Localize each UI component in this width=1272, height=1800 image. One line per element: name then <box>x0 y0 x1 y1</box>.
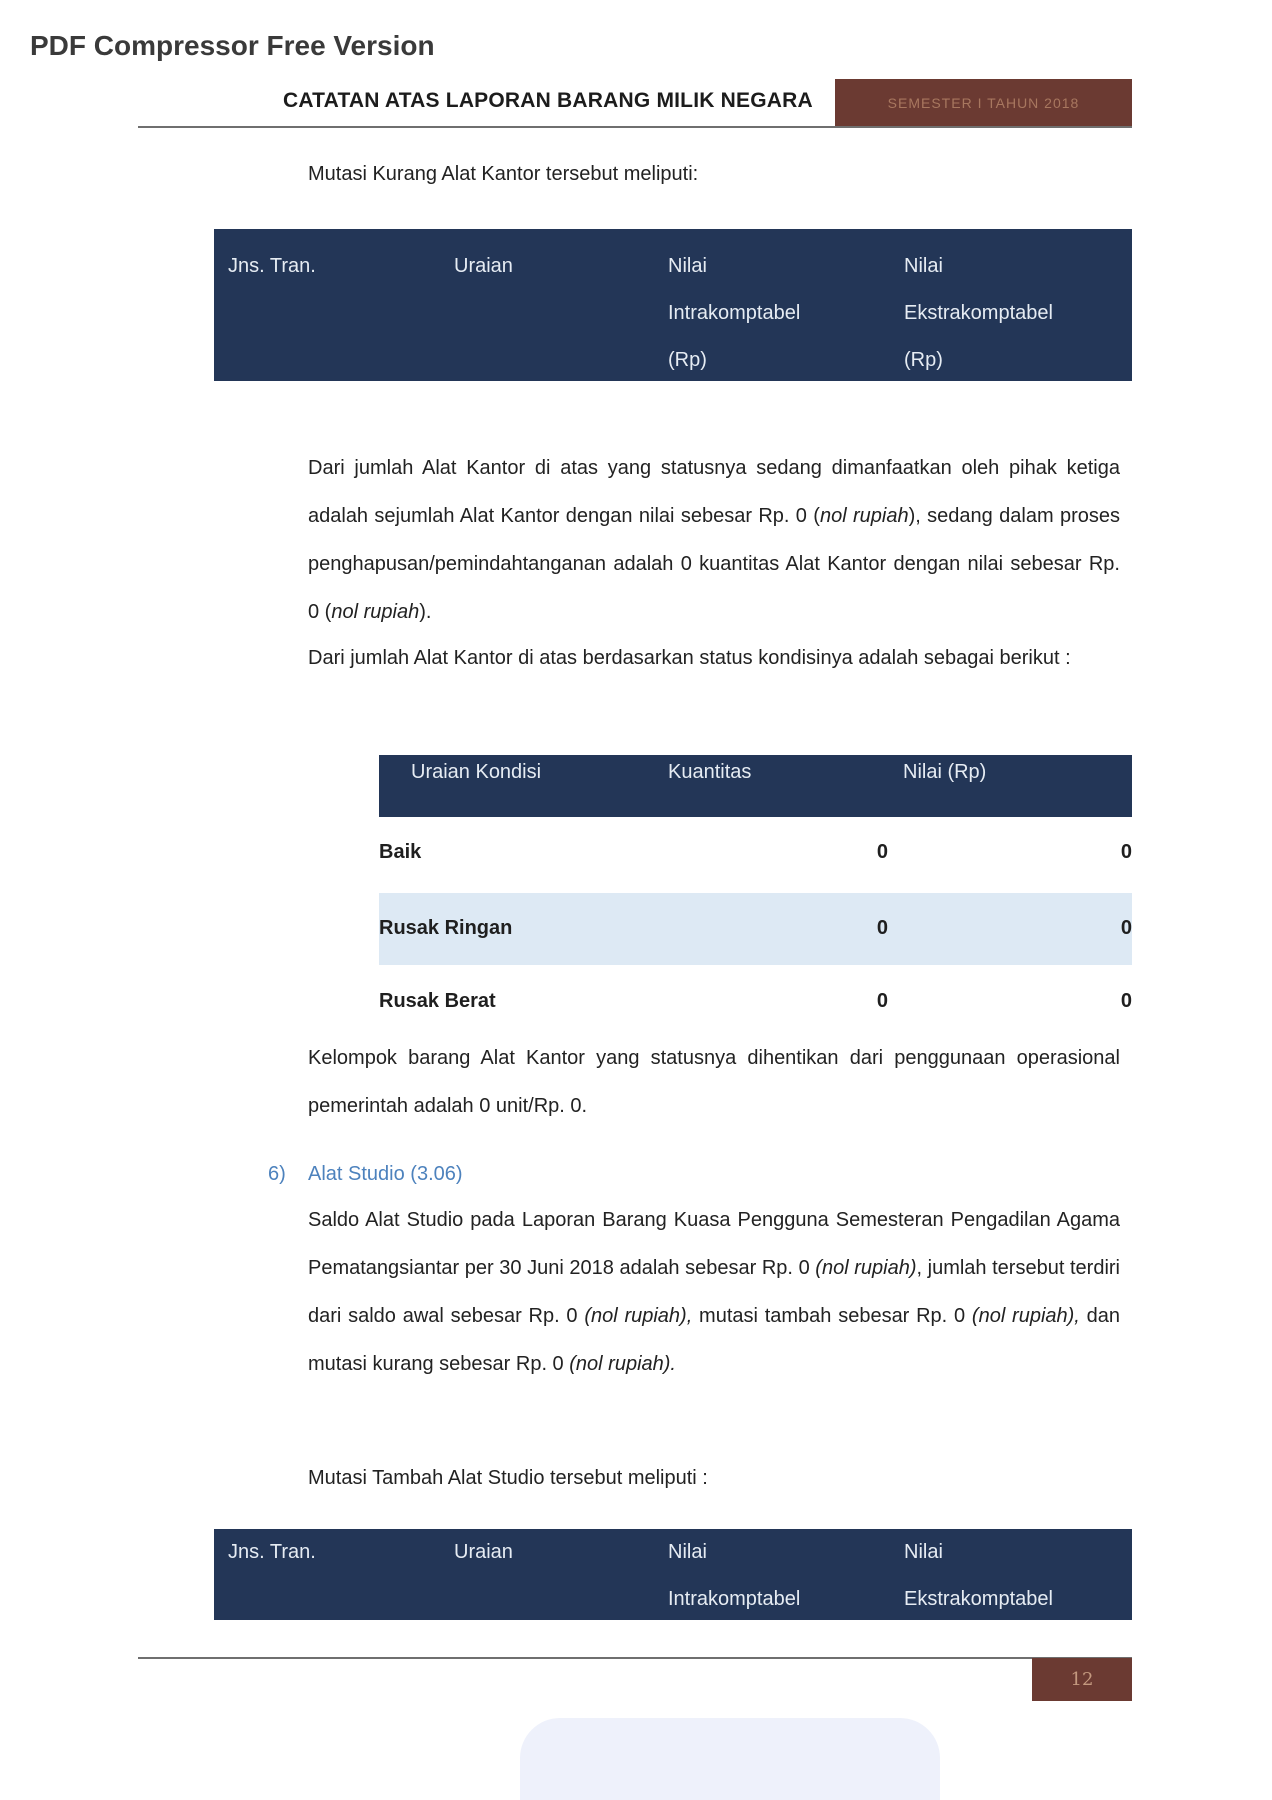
condition-table-header <box>379 755 1132 817</box>
col-nilai-rp: Nilai (Rp) <box>903 761 987 783</box>
table-row <box>379 966 1132 1038</box>
col-nilai-intra: Nilai Intrakomptabel (Rp) <box>668 255 801 371</box>
col-jns-tran: Jns. Tran. <box>228 1541 316 1563</box>
condition-label: Rusak Berat <box>379 990 496 1012</box>
section-number: 6) <box>268 1163 286 1185</box>
condition-qty: 0 <box>876 917 888 939</box>
table-row <box>379 893 1132 965</box>
mutasi-tambah-intro: Mutasi Tambah Alat Studio tersebut meliputi : <box>308 1467 708 1489</box>
table-row <box>379 817 1132 889</box>
condition-label: Baik <box>379 841 422 863</box>
page-number: 12 <box>1032 1658 1132 1701</box>
condition-qty: 0 <box>876 841 888 863</box>
col-uraian-kondisi: Uraian Kondisi <box>411 761 542 783</box>
col-nilai-ekstra: Nilai Ekstrakomptabel (Rp) <box>904 255 1053 371</box>
header-divider <box>138 126 1132 128</box>
section-title: Alat Studio (3.06) <box>308 1163 463 1185</box>
condition-value: 0 <box>1120 990 1132 1012</box>
mutasi-kurang-table-header <box>214 229 1132 381</box>
document-header-title: CATATAN ATAS LAPORAN BARANG MILIK NEGARA <box>283 89 813 112</box>
paragraph-kelompok-barang: Kelompok barang Alat Kantor yang statusnya dihentikan dari penggunaan operasional pemerintah adalah 0 unit/Rp. 0. <box>308 1047 1120 1117</box>
paragraph-saldo-alat-studio: Saldo Alat Studio pada Laporan Barang Kuasa Pengguna Semesteran Pengadilan Agama Pematangsiantar per 30 Juni 2018 adalah sebesar Rp. 0 (nol rupiah), jumlah tersebut terdiri dari saldo awal sebesar Rp. 0 (nol rupiah), mutasi tambah sebesar Rp. 0 (nol rupiah), dan mutasi kurang sebesar Rp. 0 (nol rupiah). <box>308 1209 1120 1375</box>
col-uraian: Uraian <box>454 1541 513 1563</box>
col-jns-tran: Jns. Tran. <box>228 255 316 277</box>
col-nilai-intra: Nilai Intrakomptabel <box>668 1541 801 1610</box>
watermark-text: PDF Compressor Free Version <box>30 30 435 61</box>
paragraph-pihak-ketiga: Dari jumlah Alat Kantor di atas yang statusnya sedang dimanfaatkan oleh pihak ketiga adalah sejumlah Alat Kantor dengan nilai sebesar Rp. 0 (nol rupiah), sedang dalam proses penghapusan/pemindahtanganan adalah 0 kuantitas Alat Kantor dengan nilai sebesar Rp. 0 (nol rupiah). <box>308 457 1120 623</box>
mutasi-tambah-table-header <box>214 1529 1132 1620</box>
scan-artifact <box>520 1718 940 1800</box>
col-kuantitas: Kuantitas <box>668 761 752 783</box>
paragraph-status-kondisi: Dari jumlah Alat Kantor di atas berdasarkan status kondisinya adalah sebagai berikut : <box>308 647 1071 669</box>
col-nilai-ekstra: Nilai Ekstrakomptabel <box>904 1541 1053 1610</box>
condition-label: Rusak Ringan <box>379 917 513 939</box>
mutasi-kurang-intro: Mutasi Kurang Alat Kantor tersebut meliputi: <box>308 163 699 185</box>
col-uraian: Uraian <box>454 255 513 277</box>
semester-badge: SEMESTER I TAHUN 2018 <box>835 79 1132 127</box>
condition-qty: 0 <box>876 990 888 1012</box>
condition-value: 0 <box>1120 917 1132 939</box>
condition-value: 0 <box>1120 841 1132 863</box>
footer-divider <box>138 1657 1132 1659</box>
